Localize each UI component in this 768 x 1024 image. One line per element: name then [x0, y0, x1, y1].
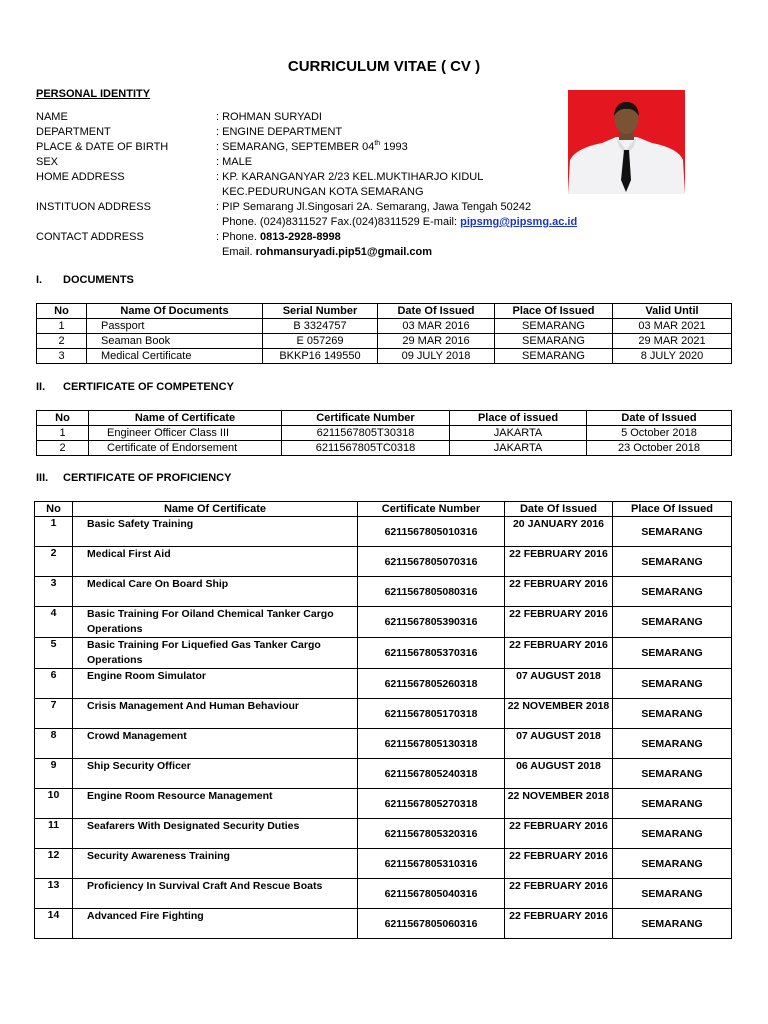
competency-number: II.: [36, 381, 46, 393]
column-header: Date Of Issued: [378, 304, 495, 319]
table-cell: 22 NOVEMBER 2018: [505, 789, 613, 819]
table-cell: Crowd Management: [73, 729, 358, 759]
institution-email-link[interactable]: pipsmg@pipsmg.ac.id: [460, 216, 578, 228]
birth-year: 1993: [380, 141, 408, 153]
table-cell: Ship Security Officer: [73, 759, 358, 789]
table-cell: BKKP16 149550: [263, 349, 378, 364]
table-row: [37, 349, 732, 364]
table-cell: Medical First Aid: [73, 547, 358, 577]
table-cell: 1: [37, 319, 87, 334]
table-cell: 14: [35, 909, 73, 939]
table-cell: 07 AUGUST 2018: [505, 669, 613, 699]
table-cell: SEMARANG: [613, 759, 732, 789]
table-cell: 6211567805070316: [358, 547, 505, 577]
table-cell: SEMARANG: [613, 577, 732, 607]
department-value: : ENGINE DEPARTMENT: [216, 126, 343, 138]
table-cell: SEMARANG: [613, 547, 732, 577]
table-cell: 10: [35, 789, 73, 819]
table-cell: Certificate of Endorsement: [89, 441, 282, 456]
table-cell: 5: [35, 638, 73, 669]
home-address-line-1: : KP. KARANGANYAR 2/23 KEL.MUKTIHARJO KIDUL: [216, 171, 484, 183]
table-cell: 6211567805010316: [358, 517, 505, 547]
table-cell: SEMARANG: [613, 789, 732, 819]
table-cell: 29 MAR 2016: [378, 334, 495, 349]
table-cell: JAKARTA: [450, 441, 587, 456]
proficiency-header-row: [35, 502, 732, 517]
table-cell: 2: [37, 334, 87, 349]
column-header: Place of issued: [450, 411, 587, 426]
table-cell: SEMARANG: [613, 819, 732, 849]
proficiency-heading: [36, 472, 231, 484]
table-cell: 03 MAR 2016: [378, 319, 495, 334]
table-cell: 6211567805060316: [358, 909, 505, 939]
table-cell: SEMARANG: [495, 334, 613, 349]
contact-email-prefix: Email.: [222, 246, 256, 258]
table-cell: Advanced Fire Fighting: [73, 909, 358, 939]
person-portrait-icon: [568, 90, 685, 194]
table-cell: 8: [35, 729, 73, 759]
birth-label: PLACE & DATE OF BIRTH: [36, 141, 169, 153]
birth-place-date: : SEMARANG, SEPTEMBER 04: [216, 141, 375, 153]
documents-number: I.: [36, 274, 43, 286]
column-header: Serial Number: [263, 304, 378, 319]
contact-address-label: CONTACT ADDRESS: [36, 231, 144, 243]
table-cell: E 057269: [263, 334, 378, 349]
table-cell: JAKARTA: [450, 426, 587, 441]
department-label: DEPARTMENT: [36, 126, 111, 138]
table-cell: 6211567805320316: [358, 819, 505, 849]
table-cell: 22 NOVEMBER 2018: [505, 699, 613, 729]
table-row: [35, 577, 732, 607]
table-cell: 12: [35, 849, 73, 879]
table-cell: 07 AUGUST 2018: [505, 729, 613, 759]
institution-address-line-1: : PIP Semarang Jl.Singosari 2A. Semarang, Jawa Tengah 50242: [216, 201, 532, 213]
column-header: Name of Certificate: [89, 411, 282, 426]
table-cell: 8 JULY 2020: [613, 349, 732, 364]
table-cell: 06 AUGUST 2018: [505, 759, 613, 789]
table-cell: Engine Room Simulator: [73, 669, 358, 699]
table-cell: 2: [37, 441, 89, 456]
table-row: [35, 759, 732, 789]
documents-table: [36, 303, 732, 364]
table-cell: Seafarers With Designated Security Duties: [73, 819, 358, 849]
table-cell: 6211567805TC0318: [282, 441, 450, 456]
table-cell: 6211567805370316: [358, 638, 505, 669]
institution-contact-line: [222, 215, 577, 230]
table-cell: Crisis Management And Human Behaviour: [73, 699, 358, 729]
documents-title: DOCUMENTS: [63, 274, 134, 286]
competency-header-row: [37, 411, 732, 426]
proficiency-table: [34, 501, 732, 939]
table-cell: 5 October 2018: [587, 426, 732, 441]
table-row: [35, 909, 732, 939]
table-cell: 22 FEBRUARY 2016: [505, 607, 613, 638]
table-cell: B 3324757: [263, 319, 378, 334]
table-cell: SEMARANG: [495, 349, 613, 364]
table-row: [35, 729, 732, 759]
personal-identity-heading: PERSONAL IDENTITY: [36, 88, 151, 100]
documents-heading: [36, 274, 134, 286]
table-cell: 4: [35, 607, 73, 638]
table-cell: Medical Care On Board Ship: [73, 577, 358, 607]
name-value: : ROHMAN SURYADI: [216, 111, 322, 123]
table-cell: 11: [35, 819, 73, 849]
table-cell: 6211567805310316: [358, 849, 505, 879]
table-cell: 2: [35, 547, 73, 577]
table-cell: Security Awareness Training: [73, 849, 358, 879]
table-cell: SEMARANG: [613, 879, 732, 909]
home-address-label: HOME ADDRESS: [36, 171, 125, 183]
table-cell: Basic Training For Oiland Chemical Tanker Cargo Operations: [73, 607, 358, 638]
table-cell: SEMARANG: [613, 669, 732, 699]
column-header: Name Of Documents: [87, 304, 263, 319]
table-row: [35, 607, 732, 638]
column-header: Place Of Issued: [495, 304, 613, 319]
table-cell: SEMARANG: [613, 699, 732, 729]
table-cell: 22 FEBRUARY 2016: [505, 909, 613, 939]
table-cell: SEMARANG: [613, 638, 732, 669]
table-cell: 22 FEBRUARY 2016: [505, 819, 613, 849]
table-cell: SEMARANG: [613, 607, 732, 638]
institution-address-label: INSTITUON ADDRESS: [36, 201, 151, 213]
table-row: [35, 638, 732, 669]
table-cell: Basic Safety Training: [73, 517, 358, 547]
profile-photo: [568, 90, 685, 194]
competency-heading: [36, 381, 234, 393]
table-cell: 3: [37, 349, 87, 364]
table-cell: 6211567805240318: [358, 759, 505, 789]
proficiency-number: III.: [36, 472, 49, 484]
table-cell: Engineer Officer Class III: [89, 426, 282, 441]
table-row: [35, 789, 732, 819]
column-header: Name Of Certificate: [73, 502, 358, 517]
institution-phone-fax: Phone. (024)8311527 Fax.(024)8311529 E-mail:: [222, 216, 461, 228]
table-cell: SEMARANG: [613, 517, 732, 547]
column-header: Date Of Issued: [505, 502, 613, 517]
table-row: [35, 517, 732, 547]
table-row: [37, 426, 732, 441]
table-cell: SEMARANG: [613, 729, 732, 759]
table-cell: 22 FEBRUARY 2016: [505, 547, 613, 577]
contact-phone-prefix: : Phone.: [216, 231, 261, 243]
table-row: [35, 849, 732, 879]
contact-email-line: [222, 245, 432, 260]
table-cell: 6211567805T30318: [282, 426, 450, 441]
table-cell: SEMARANG: [495, 319, 613, 334]
table-cell: 22 FEBRUARY 2016: [505, 577, 613, 607]
table-cell: Seaman Book: [87, 334, 263, 349]
table-cell: Proficiency In Survival Craft And Rescue Boats: [73, 879, 358, 909]
table-cell: 6211567805080316: [358, 577, 505, 607]
contact-phone-line: [216, 230, 341, 245]
table-row: [35, 669, 732, 699]
documents-header-row: [37, 304, 732, 319]
table-cell: 1: [37, 426, 89, 441]
table-cell: 22 FEBRUARY 2016: [505, 638, 613, 669]
contact-email-value: rohmansuryadi.pip51@gmail.com: [255, 246, 433, 258]
table-cell: 6: [35, 669, 73, 699]
table-cell: 6211567805260318: [358, 669, 505, 699]
table-row: [37, 334, 732, 349]
table-cell: Medical Certificate: [87, 349, 263, 364]
table-cell: Passport: [87, 319, 263, 334]
home-address-line-2: KEC.PEDURUNGAN KOTA SEMARANG: [222, 186, 424, 198]
table-row: [35, 819, 732, 849]
column-header: Place Of Issued: [613, 502, 732, 517]
sex-value: : MALE: [216, 156, 253, 168]
competency-table: [36, 410, 732, 456]
table-cell: 6211567805390316: [358, 607, 505, 638]
table-cell: 6211567805270318: [358, 789, 505, 819]
table-cell: Engine Room Resource Management: [73, 789, 358, 819]
table-cell: SEMARANG: [613, 849, 732, 879]
table-cell: SEMARANG: [613, 909, 732, 939]
table-cell: 7: [35, 699, 73, 729]
contact-phone-value: 0813-2928-8998: [260, 231, 341, 243]
table-cell: 29 MAR 2021: [613, 334, 732, 349]
table-cell: 22 FEBRUARY 2016: [505, 879, 613, 909]
column-header: No: [37, 304, 87, 319]
table-cell: 03 MAR 2021: [613, 319, 732, 334]
sex-label: SEX: [36, 156, 59, 168]
table-cell: 3: [35, 577, 73, 607]
table-row: [35, 879, 732, 909]
proficiency-title: CERTIFICATE OF PROFICIENCY: [63, 472, 232, 484]
table-cell: 22 FEBRUARY 2016: [505, 849, 613, 879]
table-cell: Basic Training For Liquefied Gas Tanker Cargo Operations: [73, 638, 358, 669]
column-header: No: [35, 502, 73, 517]
column-header: Valid Until: [613, 304, 732, 319]
table-cell: 1: [35, 517, 73, 547]
table-row: [35, 699, 732, 729]
table-cell: 09 JULY 2018: [378, 349, 495, 364]
page-title: CURRICULUM VITAE ( CV ): [287, 58, 481, 75]
table-cell: 6211567805040316: [358, 879, 505, 909]
table-cell: 6211567805170318: [358, 699, 505, 729]
birth-day-suffix: th: [374, 140, 381, 147]
column-header: Certificate Number: [282, 411, 450, 426]
table-cell: 13: [35, 879, 73, 909]
column-header: Certificate Number: [358, 502, 505, 517]
competency-title: CERTIFICATE OF COMPETENCY: [63, 381, 234, 393]
table-row: [37, 319, 732, 334]
table-row: [35, 547, 732, 577]
table-cell: 23 October 2018: [587, 441, 732, 456]
column-header: No: [37, 411, 89, 426]
birth-value: [216, 140, 408, 155]
table-cell: 9: [35, 759, 73, 789]
name-label: NAME: [36, 111, 68, 123]
table-cell: 20 JANUARY 2016: [505, 517, 613, 547]
table-cell: 6211567805130318: [358, 729, 505, 759]
column-header: Date of Issued: [587, 411, 732, 426]
table-row: [37, 441, 732, 456]
